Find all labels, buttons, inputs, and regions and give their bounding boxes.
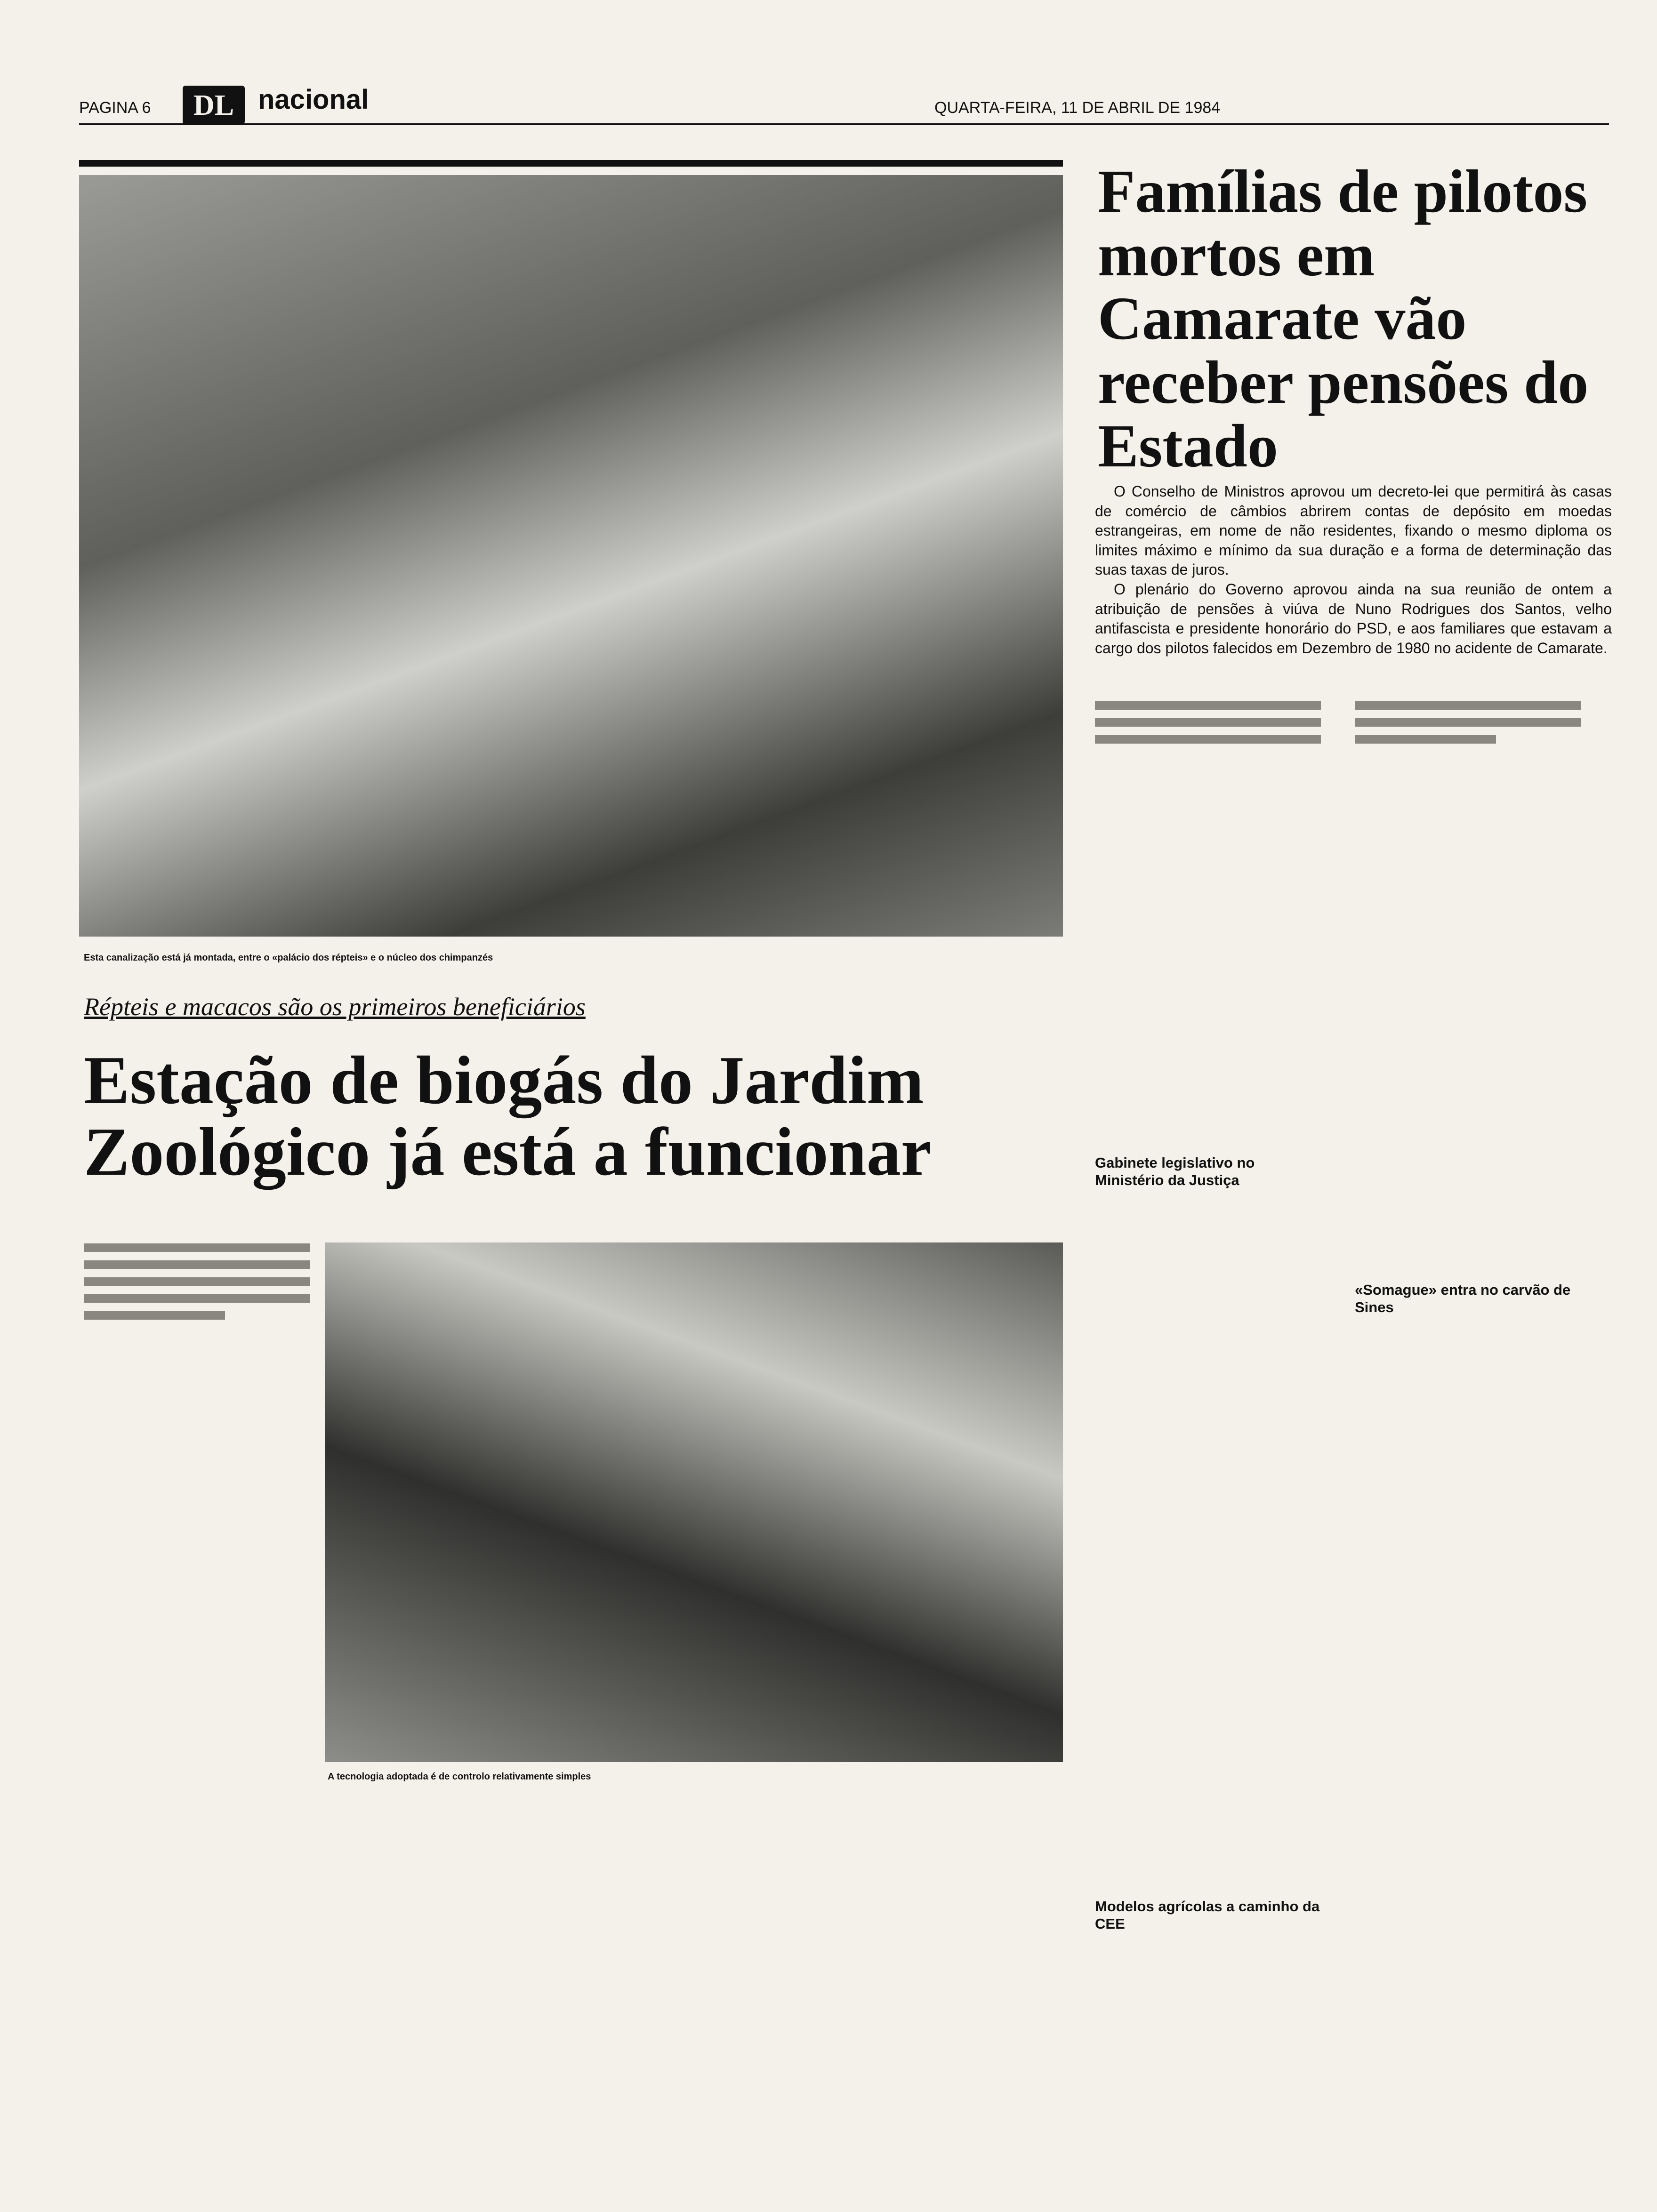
pilots-lead-p1: O Conselho de Ministros aprovou um decreto-lei que permitirá às casas de comércio de câmbios abrirem contas de depósito em moedas estrangeiras, em nome de não residentes, fixando o mesmo diploma os limites máximo e mínimo da sua duração e a forma de determinação das suas taxas de juros. <box>1095 483 1612 578</box>
newspaper-logo-icon <box>183 86 245 124</box>
issue-date: QUARTA-FEIRA, 11 DE ABRIL DE 1984 <box>934 99 1221 117</box>
svg-text:DL: DL <box>193 89 234 121</box>
machine-photo <box>325 1242 1063 1762</box>
subhead-agri: Modelos agrícolas a caminho da CEE <box>1095 1898 1320 1932</box>
pilots-body-columns <box>1095 701 1612 2207</box>
kicker: Répteis e macacos são os primeiros beneficiários <box>84 993 586 1021</box>
pilots-lead-p2: O plenário do Governo aprovou ainda na sua reunião de ontem a atribuição de pensões à viúva de Nuno Rodrigues dos Santos, velho antifascista e presidente honorário do PSD, e aos familiares que estavam a cargo dos pilotos falecidos em Dezembro de 1980 no acidente de Camarate. <box>1095 580 1612 657</box>
masthead-rule <box>79 123 1609 125</box>
pilots-headline: Famílias de pilotos mortos em Camarate vão receber pensões do Estado <box>1098 158 1589 480</box>
photo1-caption: Esta canalização está já montada, entre o «palácio dos répteis» e o núcleo dos chimpanzés <box>84 953 493 963</box>
subhead-somague: «Somague» entra no carvão de Sines <box>1355 1282 1571 1316</box>
section-title: nacional <box>258 84 369 115</box>
biogas-headline: Estação de biogás do Jardim Zoológico já está a funcionar <box>84 1042 932 1190</box>
subhead-justice: Gabinete legislativo no Ministério da Justiça <box>1095 1154 1255 1189</box>
page-number: PAGINA 6 <box>79 99 151 117</box>
pilots-lead <box>1095 482 1612 689</box>
photo2-caption: A tecnologia adoptada é de controlo relativamente simples <box>328 1771 591 1782</box>
pipes-photo <box>79 175 1063 937</box>
biogas-body-col1 <box>84 1243 310 2185</box>
photo-top-rule <box>79 160 1063 167</box>
